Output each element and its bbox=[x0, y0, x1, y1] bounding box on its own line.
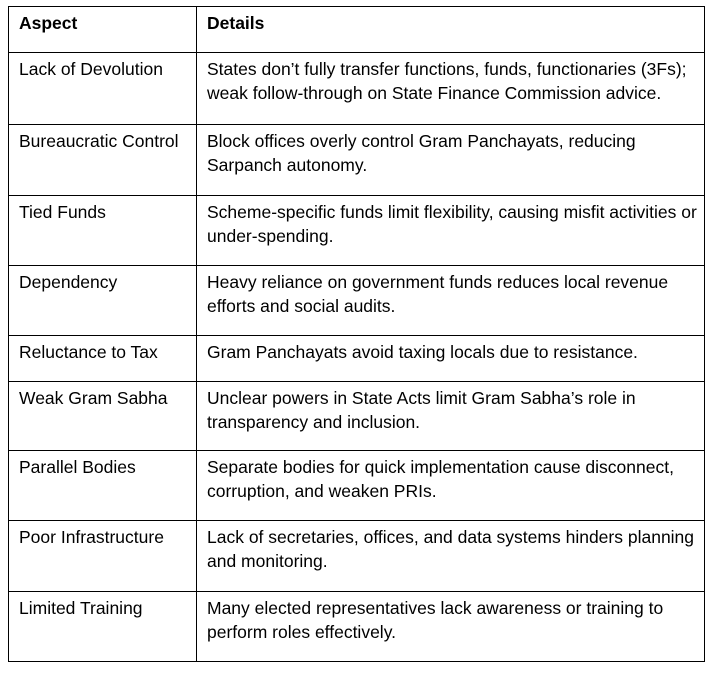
aspect-cell: Dependency bbox=[9, 266, 197, 336]
column-header-aspect: Aspect bbox=[9, 7, 197, 53]
details-cell: Many elected representatives lack awareness or training to perform roles effectively. bbox=[197, 592, 705, 662]
table-row bbox=[9, 125, 705, 196]
aspect-cell: Tied Funds bbox=[9, 196, 197, 266]
table-row bbox=[9, 336, 705, 382]
table-row bbox=[9, 382, 705, 451]
aspect-cell: Lack of Devolution bbox=[9, 53, 197, 125]
details-cell: Lack of secretaries, offices, and data systems hinders planning and monitoring. bbox=[197, 521, 705, 592]
column-header-details: Details bbox=[197, 7, 705, 53]
aspect-cell: Poor Infrastructure bbox=[9, 521, 197, 592]
details-cell: Separate bodies for quick implementation cause disconnect, corruption, and weaken PRIs. bbox=[197, 451, 705, 521]
table-row bbox=[9, 266, 705, 336]
aspects-table bbox=[8, 6, 705, 662]
table-row bbox=[9, 451, 705, 521]
table-header-row bbox=[9, 7, 705, 53]
aspect-cell: Limited Training bbox=[9, 592, 197, 662]
details-cell: Scheme-specific funds limit flexibility, causing misfit activities or under-spending. bbox=[197, 196, 705, 266]
aspect-cell: Weak Gram Sabha bbox=[9, 382, 197, 451]
aspect-cell: Bureaucratic Control bbox=[9, 125, 197, 196]
details-cell: Unclear powers in State Acts limit Gram Sabha’s role in transparency and inclusion. bbox=[197, 382, 705, 451]
table-row bbox=[9, 53, 705, 125]
table-row bbox=[9, 521, 705, 592]
details-cell: States don’t fully transfer functions, funds, functionaries (3Fs); weak follow-through on State Finance Commission advice. bbox=[197, 53, 705, 125]
details-cell: Gram Panchayats avoid taxing locals due to resistance. bbox=[197, 336, 705, 382]
details-cell: Heavy reliance on government funds reduces local revenue efforts and social audits. bbox=[197, 266, 705, 336]
table-row bbox=[9, 592, 705, 662]
aspect-cell: Parallel Bodies bbox=[9, 451, 197, 521]
details-cell: Block offices overly control Gram Panchayats, reducing Sarpanch autonomy. bbox=[197, 125, 705, 196]
table-row bbox=[9, 196, 705, 266]
aspect-cell: Reluctance to Tax bbox=[9, 336, 197, 382]
